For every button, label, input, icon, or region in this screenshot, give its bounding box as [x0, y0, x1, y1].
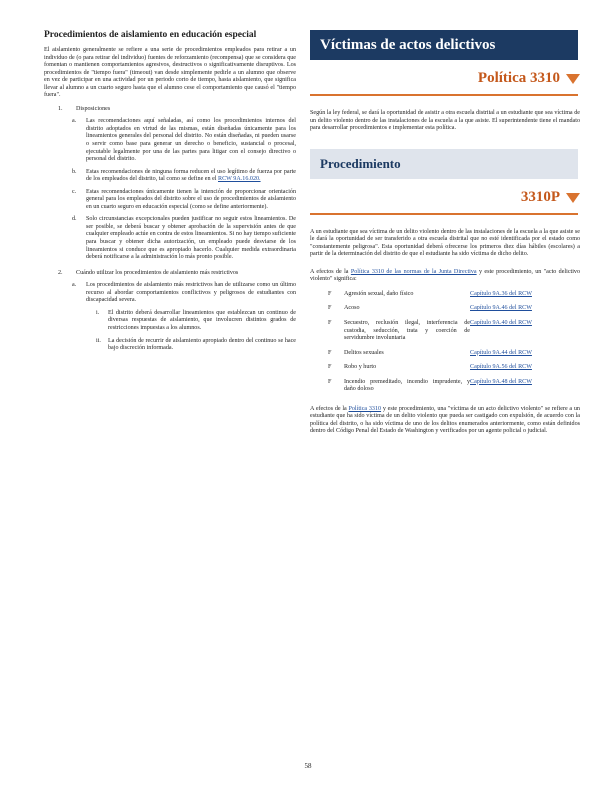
- rcw-chapter-link[interactable]: Capítulo 9A.40 del RCW: [470, 320, 532, 327]
- crime-row: [310, 379, 580, 394]
- bullet-icon: F: [328, 320, 332, 327]
- crime-description: Agresión sexual, daño físico: [344, 290, 414, 297]
- item-text: Estas recomendaciones únicamente tienen la intención de proporcionar orientación general para los empleados del distrito sobre el uso de procedimientos de aislamiento en un cuarto seguro en educación especial (como se define anteriormente).: [86, 188, 296, 210]
- crime-description: Secuestro, reclusión ilegal, interferencia de custodia, seducción, trata y coerción de servidumbre involuntaria: [344, 320, 470, 342]
- list-item-2: [44, 270, 296, 278]
- crime-row: [310, 320, 580, 343]
- crime-description: Delitos sexuales: [344, 349, 384, 356]
- policy-header: [310, 66, 580, 92]
- text: y este procedimiento, un "acto delictivo violento" significa:: [310, 268, 580, 283]
- procedure-header: [310, 185, 580, 211]
- item-text: Estas recomendaciones de ninguna forma reducen el uso legítimo de fuerza por parte de los empleados del distrito, tal como se define en el: [86, 168, 296, 183]
- orange-divider: [310, 213, 578, 215]
- bullet-icon: F: [328, 378, 332, 385]
- item-title: Cuándo utilizar los procedimientos de aislamiento más restrictivos: [76, 269, 239, 276]
- text: A efectos de la: [310, 268, 349, 275]
- triangle-down-icon: [566, 74, 580, 84]
- section-banner: Víctimas de actos delictivos: [310, 30, 578, 60]
- bullet-icon: F: [328, 290, 332, 297]
- crime-row: [310, 305, 580, 313]
- item-title: Disposiciones: [76, 105, 111, 112]
- item-letter: a.: [72, 282, 77, 289]
- rcw-link[interactable]: RCW 9A.16.020.: [218, 176, 261, 183]
- item-letter: a.: [72, 118, 77, 125]
- crime-description: Acoso: [344, 305, 360, 312]
- procedure-paragraph: A un estudiante que sea víctima de un delito violento dentro de las instalaciones de la escuela a la que asiste se le dará la oportunidad de ser transferido a otra escuela distrital que no esté identificada por el estado como "constantemente peligrosa". Esta oportunidad deberá ofrecerse los primeros diez días hábiles (escolares) a partir de la determinación del distrito de que el estudiante ha sido víctima de dicho delito.: [310, 228, 580, 258]
- definition-intro: [310, 269, 580, 284]
- rcw-chapter-link[interactable]: Capítulo 9A.56 del RCW: [470, 364, 532, 371]
- procedure-banner: Procedimiento: [310, 149, 578, 179]
- crime-row: [310, 350, 580, 358]
- item-roman: i.: [96, 309, 100, 316]
- bullet-icon: F: [328, 364, 332, 371]
- item-text-wrap: [86, 169, 296, 184]
- left-column: [44, 30, 296, 353]
- page-number: 58: [304, 762, 312, 770]
- crime-row: [310, 291, 580, 299]
- triangle-down-icon: [566, 193, 580, 203]
- policy-link[interactable]: Política 3310: [348, 405, 382, 412]
- rcw-chapter-link[interactable]: Capítulo 9A.36 del RCW: [470, 290, 532, 297]
- text: y este procedimiento, una "víctima de un acto delictivo violento" se refiere a un estudiante que ha sido víctima de un delito violento que pueda ser castigado con expulsión, de acuerdo con la política del distrito, o ha sido víctima de uno de los delitos enumerados anteriormente, como están definidos dentro del Código Penal del Estado de Washington y verificados por un agente policial o judicial.: [310, 405, 580, 435]
- text: A efectos de la: [310, 405, 347, 412]
- victim-definition: [310, 406, 580, 436]
- list-item-2a: [44, 282, 296, 305]
- item-text: La decisión de recurrir de aislamiento apropiado dentro del continuo se hace bajo discreción informada.: [108, 337, 296, 352]
- procedure-code: 3310P: [520, 188, 560, 205]
- list-item-2a-ii: [44, 338, 296, 353]
- item-number: 2.: [58, 269, 63, 276]
- bullet-icon: F: [328, 305, 332, 312]
- item-text: Las recomendaciones aquí señaladas, así como los procedimientos internos del distrito adoptados en virtud de las mismas, están diseñadas únicamente para los lineamientos generales del personal del distrito. No están diseñadas, ni pueden usarse o servir como base para generar un derecho o beneficio, sustancial o procesal, ejecutable legalmente por una de las partes para litigar con el consejo directivo o personal del distrito.: [86, 118, 296, 163]
- crime-description: Incendio premeditado, incendio imprudente, y daño doloso: [344, 378, 470, 393]
- item-letter: c.: [72, 188, 77, 195]
- list-item-1d: [44, 216, 296, 261]
- list-item-1b: [44, 169, 296, 184]
- item-roman: ii.: [96, 337, 101, 344]
- orange-divider: [310, 94, 578, 96]
- crime-row: [310, 364, 580, 372]
- policy-link[interactable]: Política 3310 de las normas de la Junta Directiva: [350, 268, 477, 275]
- item-number: 1.: [58, 105, 63, 112]
- list-item-1a: [44, 118, 296, 163]
- rcw-chapter-link[interactable]: Capítulo 9A.48 del RCW: [470, 378, 532, 385]
- bullet-icon: F: [328, 349, 332, 356]
- item-text: Los procedimientos de aislamiento más restrictivos han de utilizarse como un último recurso al abordar comportamientos conflictivos y peligrosos de estudiantes con discapacidad severa.: [86, 282, 296, 304]
- list-item-1c: [44, 189, 296, 212]
- policy-paragraph: Según la ley federal, se dará la oportunidad de asistir a otra escuela distrital a un estudiante que sea víctima de un delito violento dentro de las instalaciones de la escuela a la que asiste. El superintendente tiene el mandato para desarrollar procedimientos e implementar esta política.: [310, 110, 580, 132]
- crime-description: Robo y hurto: [344, 364, 377, 371]
- item-letter: d.: [72, 216, 77, 223]
- intro-paragraph: El aislamiento generalmente se refiere a una serie de procedimientos empleados para retirar a un individuo de (o para retirar del individuo) fuentes de reforzamiento (recompensa) que se considera que fomentan o mantienen comportamientos agresivos, destructivos o significativamente disruptivos. Los procedimientos de "tiempo fuera" (timeout) van desde simplemente pedirle a un alumno que observe en vez de participar en una actividad por un periodo corto de tiempo, hasta aislamiento, que significa llevar al alumno a un cuarto seguro hasta que el alumno cese el comportamiento que causó el "tiempo fuera".: [44, 47, 296, 99]
- item-text: El distrito deberá desarrollar lineamientos que establezcan un continuo de diversas respuestas de aislamiento, que involucren distintos grados de restricciones impuestas a los alumnos.: [108, 309, 296, 331]
- policy-title: Política 3310: [477, 70, 560, 87]
- section-heading: Procedimientos de aislamiento en educación especial: [44, 30, 257, 40]
- list-item-1: [44, 106, 296, 114]
- list-item-2a-i: [44, 310, 296, 333]
- item-text: Solo circunstancias excepcionales pueden justificar no seguir estos lineamientos. De ser posible, se deberá buscar y obtener aprobación de la supervisión antes de que cualquier empleado actúe en contra de estos lineamientos. Si no hay tiempo suficiente para buscar y obtener dicha autorización, un empleado puede desviarse de los lineamientos si conduce que es apropiado hacerlo. Cualquier medida extraordinaria deberá notificarse a la administración lo más pronto posible.: [86, 216, 296, 261]
- item-letter: b.: [72, 168, 77, 175]
- right-column: [310, 30, 580, 436]
- rcw-chapter-link[interactable]: Capítulo 9A.44 del RCW: [470, 349, 532, 356]
- rcw-chapter-link[interactable]: Capítulo 9A.46 del RCW: [470, 305, 532, 312]
- crime-list: [310, 291, 580, 394]
